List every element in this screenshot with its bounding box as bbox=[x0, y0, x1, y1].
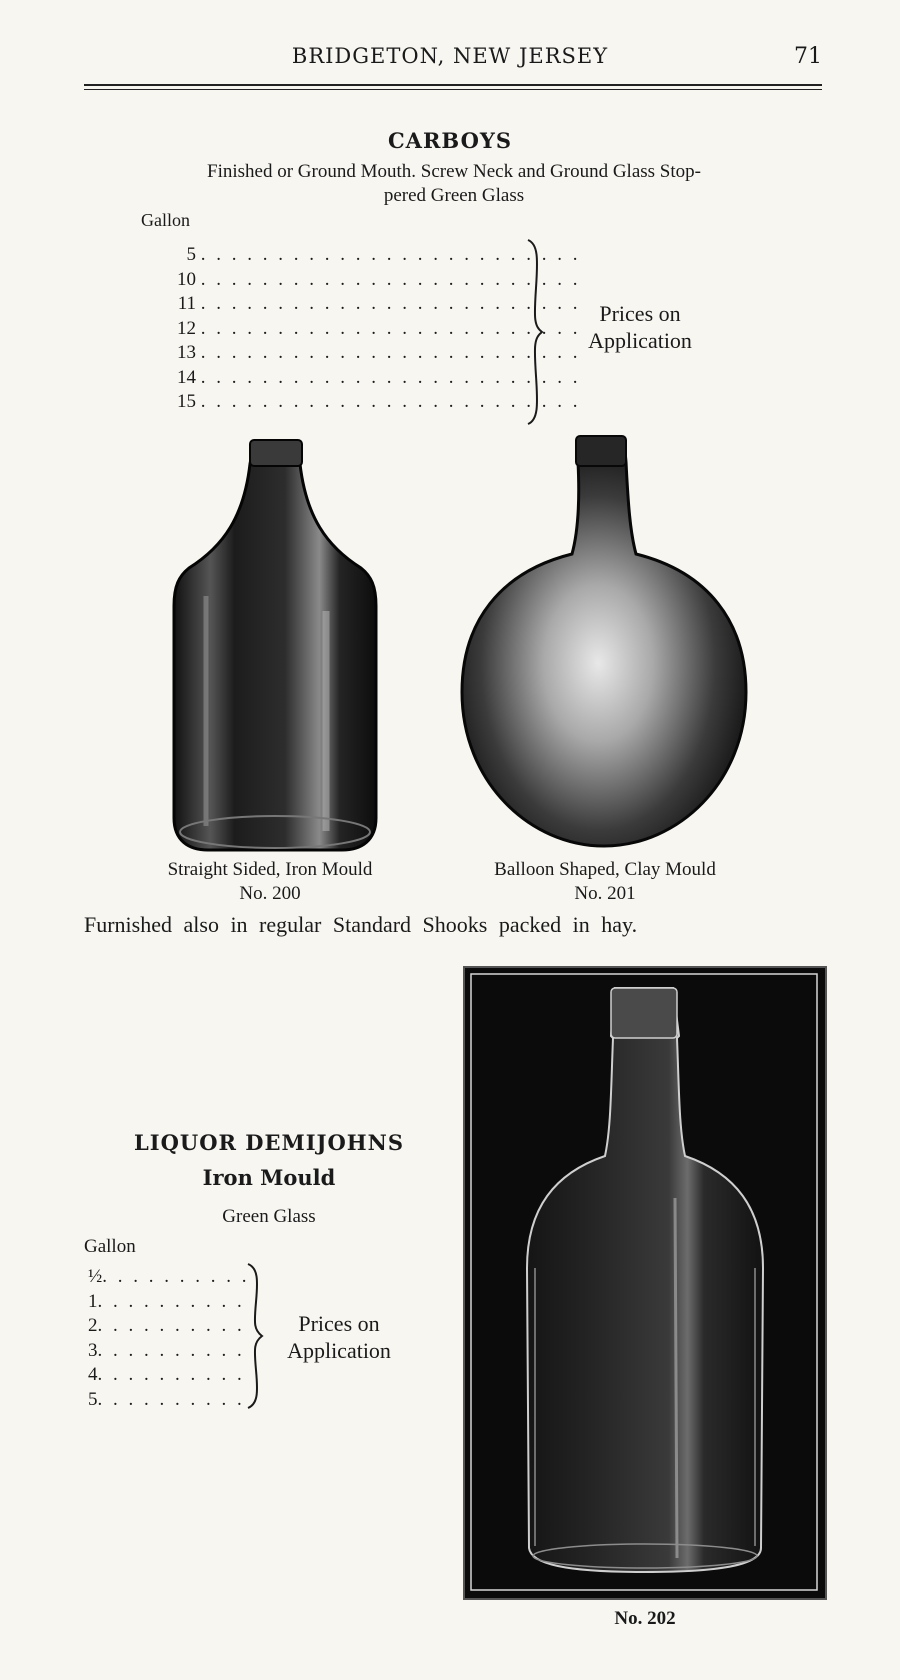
size-value: 10 bbox=[177, 268, 196, 290]
size-value: 3 bbox=[88, 1339, 98, 1361]
dot-leader: . . . . . . . . . . bbox=[97, 1315, 245, 1336]
product-caption-201 bbox=[450, 858, 760, 906]
size-value: 5 bbox=[186, 244, 196, 265]
list-item bbox=[160, 268, 581, 294]
list-item bbox=[160, 366, 581, 392]
dot-leader: . . . . . . . . . . bbox=[97, 1290, 245, 1312]
size-value: 1 bbox=[88, 1290, 98, 1312]
list-item bbox=[160, 293, 581, 318]
dot-leader: . . . . . . . . . . . . . . . . . . . . . . . . . bbox=[200, 317, 581, 339]
dot-leader: . . . . . . . . . . . . . . . . . . . . . . . . . bbox=[200, 268, 581, 290]
carboys-size-list bbox=[160, 244, 581, 416]
size-value: 11 bbox=[177, 293, 196, 314]
product-description: Straight Sided, Iron Mould bbox=[167, 859, 373, 880]
size-value: 15 bbox=[177, 391, 196, 412]
list-item bbox=[160, 342, 581, 367]
list-item bbox=[88, 1266, 258, 1291]
packing-note: Furnished also in regular Standard Shooks packed in hay. bbox=[84, 912, 638, 937]
size-value: 14 bbox=[177, 366, 196, 388]
dot-leader: . . . . . . . . . . . . . . . . . . . . . . . . . bbox=[200, 391, 581, 412]
demijohn-202-photo-frame bbox=[463, 966, 827, 1600]
list-item bbox=[160, 244, 581, 269]
carboys-description-line2: pered Green Glass bbox=[383, 185, 525, 206]
list-item bbox=[88, 1291, 258, 1316]
carboys-gallon-label: Gallon bbox=[141, 210, 190, 230]
product-number-202: No. 202 bbox=[614, 1608, 676, 1629]
page-number: 71 bbox=[794, 44, 822, 69]
list-item bbox=[160, 391, 581, 416]
demijohns-gallon-label: Gallon bbox=[84, 1236, 136, 1257]
dot-leader: . . . . . . . . . . . . . . . . . . . . . . . . . bbox=[200, 342, 581, 363]
carboy-200-photo bbox=[166, 436, 384, 856]
list-item bbox=[88, 1364, 258, 1389]
carboys-title: CARBOYS bbox=[387, 128, 513, 153]
size-value: ½ bbox=[88, 1266, 103, 1287]
list-item bbox=[88, 1315, 258, 1340]
dot-leader: . . . . . . . . . . bbox=[97, 1388, 245, 1410]
dot-leader: . . . . . . . . . . bbox=[97, 1339, 245, 1361]
product-description: Balloon Shaped, Clay Mould bbox=[494, 859, 716, 880]
product-number: No. 201 bbox=[574, 883, 636, 904]
list-item bbox=[160, 317, 581, 343]
list-item bbox=[88, 1389, 258, 1414]
running-header: BRIDGETON, NEW JERSEY bbox=[291, 44, 609, 68]
dot-leader: . . . . . . . . . . . . . . . . . . . . . . . . . bbox=[200, 293, 581, 314]
size-value: 4 bbox=[88, 1364, 98, 1385]
dot-leader: . . . . . . . . . . . . . . . . . . . . . . . . . bbox=[200, 244, 581, 265]
list-item bbox=[88, 1340, 258, 1365]
size-value: 13 bbox=[177, 342, 196, 363]
carboys-brace bbox=[524, 238, 546, 426]
size-value: 5 bbox=[88, 1388, 98, 1410]
demijohns-title: LIQUOR DEMIJOHNS bbox=[134, 1130, 404, 1155]
size-value: 12 bbox=[177, 317, 196, 339]
header-rule-bottom bbox=[84, 89, 822, 90]
demijohns-brace bbox=[244, 1262, 266, 1410]
dot-leader: . . . . . . . . . . . . . . . . . . . . . . . . . bbox=[200, 366, 581, 388]
prices-line1: Prices on bbox=[599, 301, 681, 326]
carboys-prices-note bbox=[560, 300, 720, 354]
carboys-description bbox=[84, 160, 824, 208]
product-number: No. 200 bbox=[239, 883, 301, 904]
header-rule-top bbox=[84, 84, 822, 86]
demijohns-size-list bbox=[88, 1266, 258, 1413]
demijohn-202-photo bbox=[465, 968, 825, 1598]
demijohns-subtitle: Iron Mould bbox=[202, 1165, 336, 1190]
demijohns-glass: Green Glass bbox=[222, 1206, 316, 1227]
prices-line2: Application bbox=[287, 1338, 391, 1363]
dot-leader: . . . . . . . . . . bbox=[97, 1364, 245, 1385]
prices-line2: Application bbox=[588, 328, 692, 353]
carboys-description-line1: Finished or Ground Mouth. Screw Neck and Ground Glass Stop- bbox=[207, 161, 701, 182]
product-caption-200 bbox=[120, 858, 420, 906]
size-value: 2 bbox=[88, 1315, 98, 1336]
prices-line1: Prices on bbox=[298, 1311, 380, 1336]
demijohns-prices-note bbox=[266, 1310, 412, 1364]
dot-leader: . . . . . . . . . . bbox=[102, 1266, 250, 1287]
carboy-201-photo bbox=[458, 432, 750, 852]
